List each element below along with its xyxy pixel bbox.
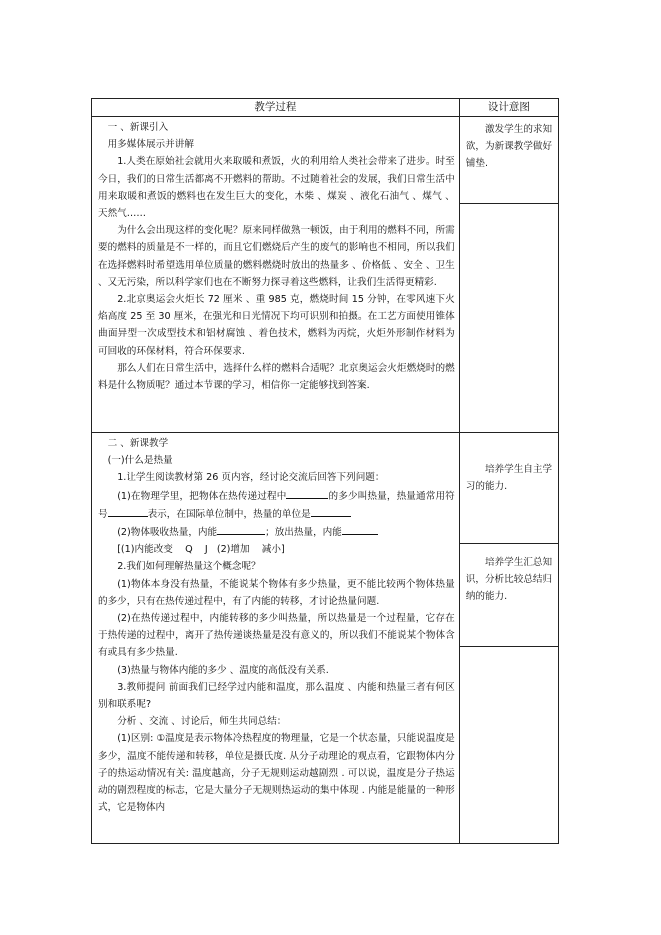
question: 1.让学生阅读教材第 26 页内容，经讨论交流后回答下列问题： xyxy=(117,472,385,484)
intent-note-block xyxy=(460,117,558,204)
text-part: ；放出热量，内能 xyxy=(265,527,342,539)
paragraph: 为什么会出现这样的变化呢？原来同样做熟一顿饭，由于利用的燃料不同，所需要的燃料的质量是不一样的，而且它们燃烧后产生的废气的影响也不相同，所以我们在选择燃料时希望选用单位质量的燃料燃烧时放出的热量多 、价格低 、安全 、卫生 、又无污染，所以科学家们也在不断努力探寻着这些燃料，让我们生活得更精彩. xyxy=(98,225,458,288)
answers: [(1)内能改变 Q J (2)增加 减小] xyxy=(117,544,285,556)
question: 2.我们如何理解热量这个概念呢？ xyxy=(117,561,261,573)
intent-note: 培养学生自主学习的能力. xyxy=(465,464,553,493)
question-fill-1 xyxy=(98,487,455,523)
paragraph: (1)区别: ①温度是表示物体冷热程度的物理量，它是一个状态量，只能说温度是多少，温度不能传递和转移，单位是摄氏度. 从分子动理论的观点看，它跟物体内分子的热运动情况有关: 温度越高，分子无规则运动越剧烈 . 可以说，温度是分子热运动的剧烈程度的标志，它是大量分子无规则热运动的集中体现 . 内能是能量的一种形式，它是物体内 xyxy=(98,733,455,814)
section-title: 二 、新课教学 xyxy=(107,438,169,449)
paragraph: 1.人类在原始社会就用火来取暖和煮饭，火的利用给人类社会带来了进步。时至今日，我们的日常生活都离不开燃料的帮助。不过随着社会的发展，我们日常生活中用来取暖和煮饭的燃料也在发生巨大的变化，木柴 、煤炭 、液化石油气 、煤气 、天然气…… xyxy=(98,156,455,220)
intent-note-block xyxy=(460,544,558,647)
header-intent: 设计意图 xyxy=(459,99,558,117)
text-part: 表示，在国际单位制中，热量的单位是 xyxy=(147,508,311,520)
paragraph: 分析 、交流 、讨论后，师生共同总结： xyxy=(117,716,287,728)
question: 3.教师提问 前面我们已经学过内能和温度，那么温度 、内能和热量三者有何区别和联系呢? xyxy=(98,681,455,711)
section-subtitle: 用多媒体展示并讲解 xyxy=(107,139,194,151)
paragraph: (2)在热传递过程中，内能转移的多少叫热量，所以热量是一个过程量，它存在于热传递的过程中，离开了热传递谈热量是没有意义的，所以我们不能说某个物体含有或具有多少热量. xyxy=(98,613,455,659)
lesson-plan-table xyxy=(91,98,559,844)
question-fill-2 xyxy=(98,523,455,541)
header-process: 教学过程 xyxy=(92,99,460,117)
intent-cell-intro xyxy=(459,117,558,433)
intent-note: 激发学生的求知欲，为新课教学做好铺垫. xyxy=(465,124,553,170)
intent-note: 培养学生汇总知识，分析比较总结归纳的能力. xyxy=(465,557,553,603)
intent-note-block xyxy=(460,433,558,544)
blank-line xyxy=(342,523,378,535)
blank-line xyxy=(286,487,328,499)
section-title: 一 、新课引入 xyxy=(107,122,169,133)
text-part: (1)在物理学里，把物体在热传递过程中 xyxy=(117,490,287,502)
intent-cell-teaching xyxy=(459,433,558,844)
blank-line xyxy=(217,523,265,535)
text-part: (2)物体吸收热量，内能 xyxy=(117,527,218,539)
section-teaching-cell xyxy=(92,433,460,844)
text-part: 的多少叫热量，热量通常用符号 xyxy=(98,490,455,520)
paragraph: (3)热量与物体内能的多少 、温度的高低没有关系. xyxy=(117,664,329,676)
section-intro-cell xyxy=(92,117,460,433)
paragraph: (1)物体本身没有热量，不能说某个物体有多少热量，更不能比较两个物体热量的多少，只有在热传递过程中，有了内能的转移，才讨论热量问题. xyxy=(98,578,455,607)
blank-line xyxy=(108,505,148,517)
section-subtitle: (一)什么是热量 xyxy=(107,455,173,467)
paragraph: 那么人们在日常生活中，选择什么样的燃料合适呢？北京奥运会火炬燃烧时的燃料是什么物质呢？通过本节课的学习，相信你一定能够找到答案. xyxy=(98,362,455,392)
blank-line xyxy=(311,505,351,517)
paragraph: 2.北京奥运会火炬长 72 厘米 、重 985 克，燃烧时间 15 分钟，在零风速下火焰高度 25 至 30 厘米，在强光和日光情况下均可识别和拍摄。在工艺方面使用锥体曲面异型一次成型技术和铝材腐蚀 、着色技术，燃料为丙烷，火炬外形制作材料为可回收的环保材料，符合环保要求. xyxy=(98,294,455,357)
